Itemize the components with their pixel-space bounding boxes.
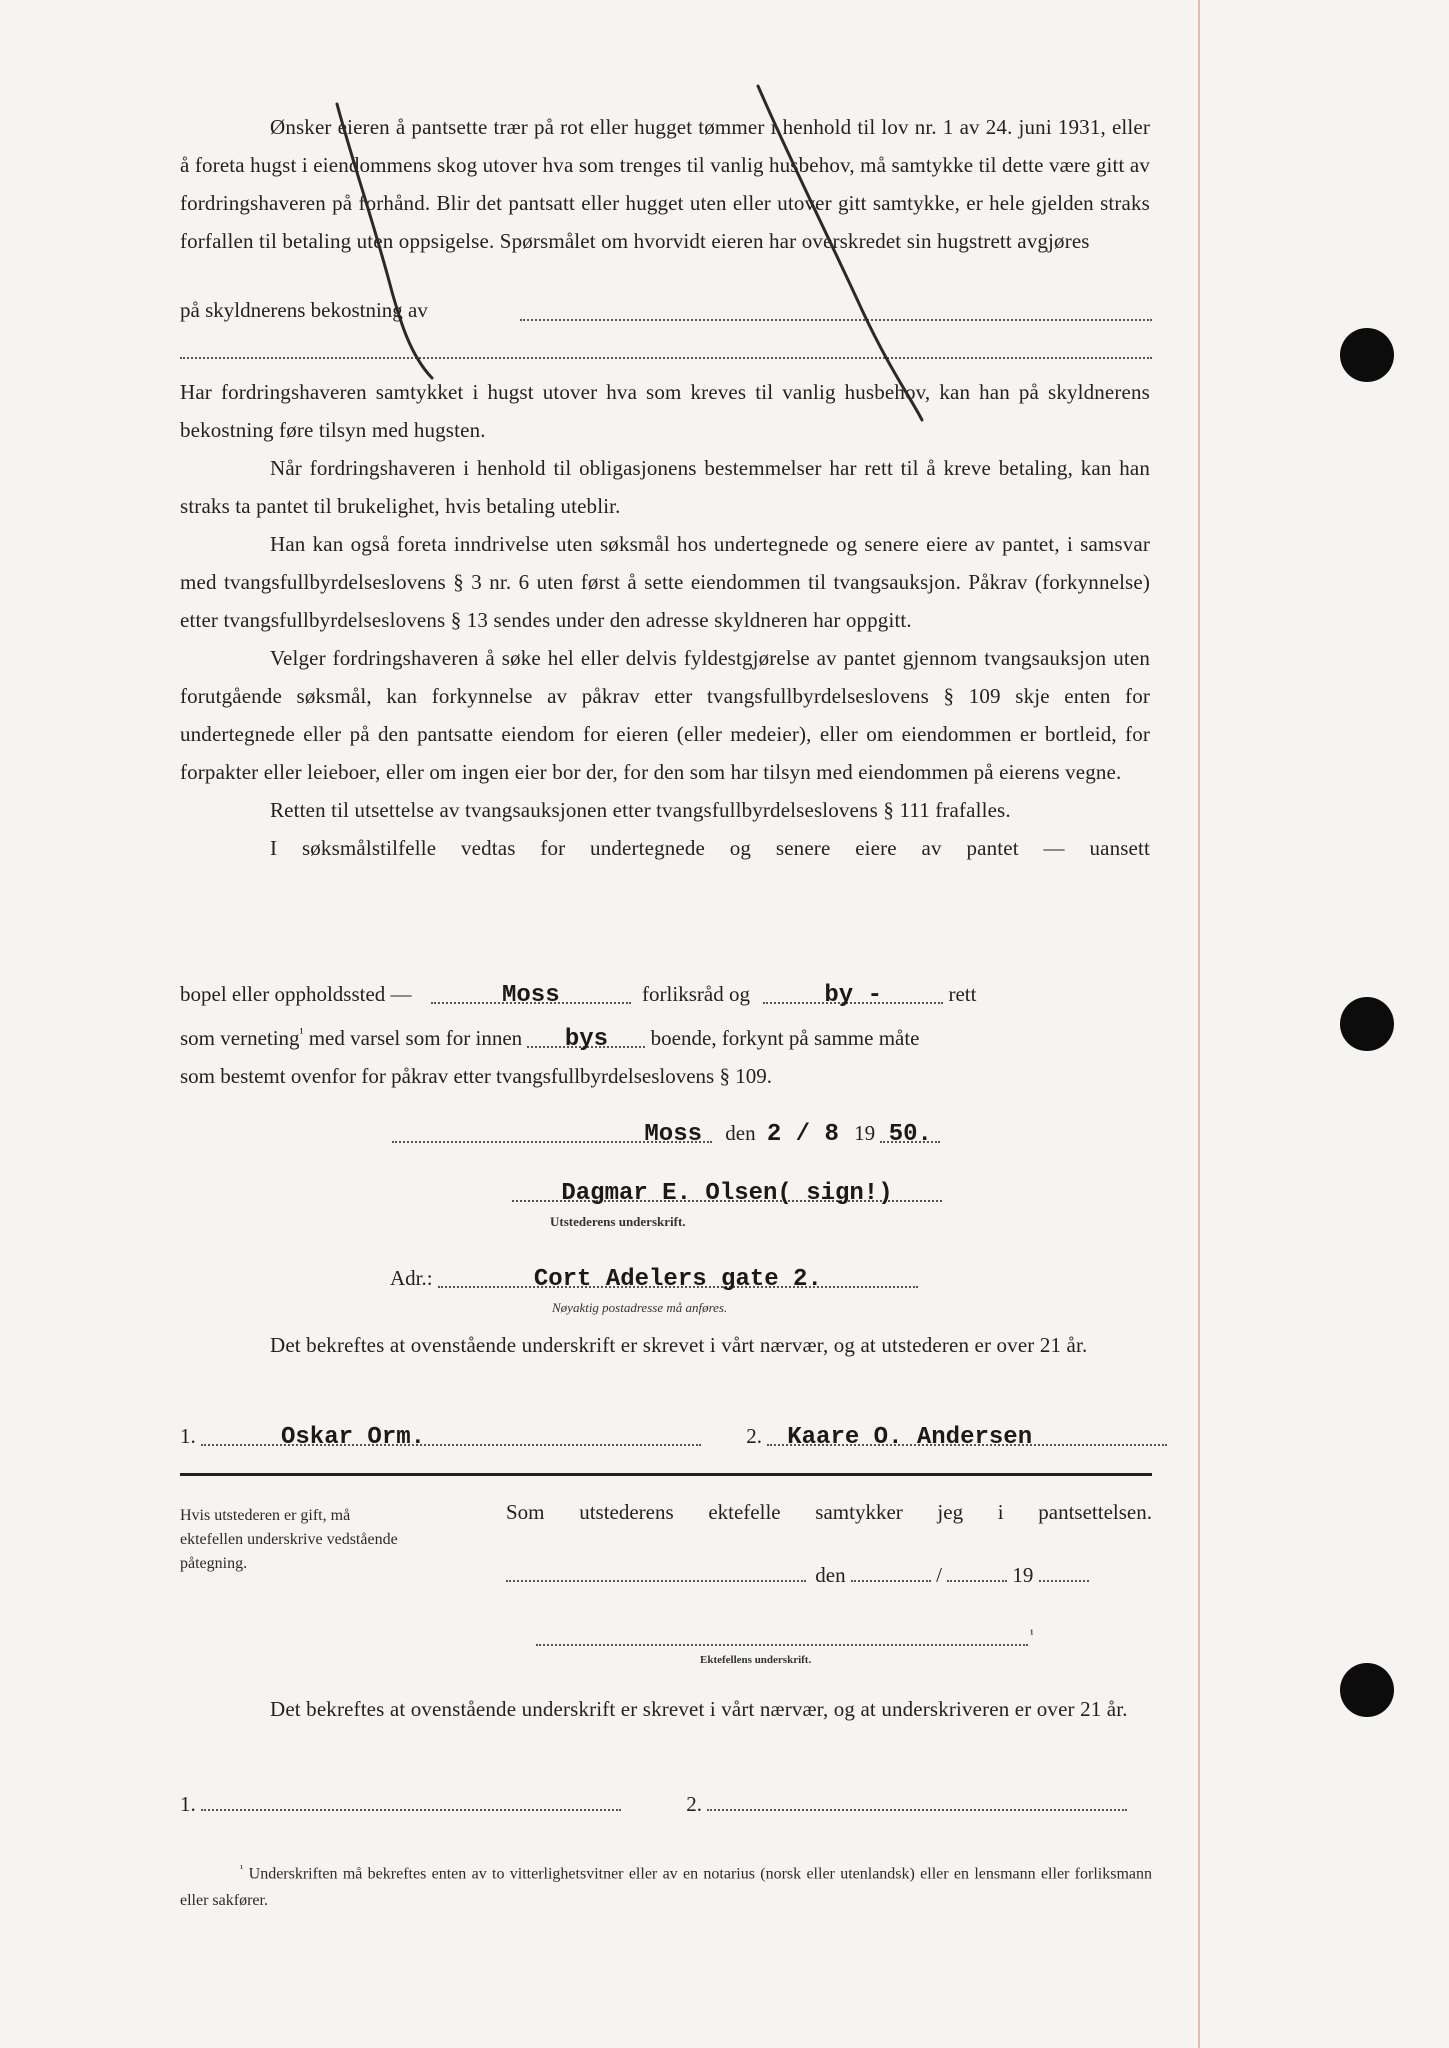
witness-number: 2. [746, 1424, 762, 1448]
strike-stroke-left [337, 104, 432, 378]
spouse-note: Hvis utstederen er gift, må ektefellen underskrive vedstående påtegning. [180, 1507, 398, 1572]
text: den [815, 1563, 846, 1587]
witness-number: 1. [180, 1792, 196, 1816]
paragraph-inndrivelse: Han kan også foreta inndrivelse uten søksmål hos undertegnede og senere eiere av pantet, i samsvar med tvangsfullbyrdelseslovens § 3 nr. 6 uten først å sette eiendommen til tvangsauksjon. Påkrav (forkynnelse) etter tvangsfullbyrdelseslovens § 13 sendes under den adresse skyldneren har oppgitt. [180, 532, 1150, 632]
paragraph-betaling: Når fordringshaveren i henhold til obligasjonens bestemmelser har rett til å kreve betaling, kan han straks ta pantet til brukelighet, hvis betaling uteblir. [180, 456, 1150, 518]
text: som bestemt ovenfor for påkrav etter tvangsfullbyrdelseslovens § 109. [180, 1064, 772, 1088]
address-value: Cort Adelers gate 2. [438, 1266, 918, 1288]
text: / [936, 1563, 942, 1587]
witness-number: 2. [686, 1792, 702, 1816]
footnote-text: Underskriften må bekreftes enten av to vitterlighetsvitner eller av en notarius (norsk eller utenlandsk) eller en lensmann eller forliksmann eller sakfører. [180, 1865, 1153, 1910]
text: med varsel som for innen [308, 1026, 523, 1050]
venue-place: Moss [431, 982, 631, 1004]
text: den [725, 1121, 756, 1145]
text: bopel eller oppholdssted — [180, 982, 412, 1006]
address-caption: Nøyaktig postadresse må anføres. [552, 1300, 728, 1315]
witness-2-name: Kaare O. Andersen [767, 1424, 1167, 1446]
paragraph-text: Ønsker eieren å pantsette trær på rot eller hugget tømmer i henhold til lov nr. 1 av 24. juni 1931, eller å foreta hugst i eiendommens skog utover hva som trenges til vanlig husbehov, må samtykke til dette være gitt av fordringshaveren på forhånd. Blir det pantsatt eller hugget uten eller utover gitt samtykke, er hele gjelden straks forfallen til betaling uten oppsigelse. Spørsmålet om hvorvidt eieren har overskredet sin hugstrett avgjøres [180, 115, 1150, 253]
text: boende, forkynt på samme måte [650, 1026, 920, 1050]
footnote-mark: ¹ [240, 1863, 244, 1875]
paragraph-utsettelse: Retten til utsettelse av tvangsauksjonen etter tvangsfullbyrdelseslovens § 111 frafalles. [270, 798, 1011, 822]
paragraph-text: Det bekreftes at ovenstående underskrift er skrevet i vårt nærvær, og at underskriveren er over 21 år. [270, 1697, 1128, 1721]
witness-number: 1. [180, 1424, 196, 1448]
issuer-signature: Dagmar E. Olsen( sign!) [512, 1180, 942, 1202]
venue-bys: bys [527, 1026, 645, 1048]
footnote-ref: ¹ [1030, 1627, 1034, 1641]
venue-court: by - [763, 982, 943, 1004]
text: som verneting [180, 1026, 300, 1050]
signature-caption: Utstederens underskrift. [550, 1214, 686, 1229]
text: forliksråd og [642, 982, 750, 1006]
text: 19 [1012, 1563, 1034, 1587]
text: på skyldnerens bekostning av [180, 298, 428, 322]
spouse-signature-caption: Ektefellens underskrift. [700, 1654, 812, 1666]
text: 19 [854, 1121, 876, 1145]
paragraph-tvangsauksjon: Velger fordringshaveren å søke hel eller delvis fyldestgjørelse av pantet gjennom tvangsauksjon uten forutgående søksmål, kan forkynnelse av påkrav etter tvangsfullbyrdelseslovens § 109 skje enten for undertegnede eller på den pantsatte eiendom for eieren (eller medeier), eller om eiendommen er bortleid, for forpakter eller leieboer, eller om ingen eier bor der, for den som har tilsyn med eiendommen på eierens vegne. [180, 646, 1150, 784]
paragraph-text: Det bekreftes at ovenstående underskrift er skrevet i vårt nærvær, og at utstederen er over 21 år. [270, 1333, 1088, 1357]
strike-stroke-right [758, 86, 922, 420]
address-label: Adr.: [390, 1266, 433, 1290]
paragraph-tilsyn: Har fordringshaveren samtykket i hugst utover hva som kreves til vanlig husbehov, kan han på skyldnerens bekostning føre tilsyn med hugsten. [180, 380, 1150, 442]
witness-1-name: Oskar Orm. [201, 1424, 701, 1446]
text: rett [948, 982, 977, 1006]
date-place: Moss [392, 1121, 712, 1143]
spouse-consent: Som utstederens ektefelle samtykker jeg i pantsettelsen. [506, 1500, 1152, 1524]
date-day-month: 2 / 8 [766, 1121, 839, 1148]
paragraph-soksmal: I søksmålstilfelle vedtas for undertegnede og senere eiere av pantet — uansett [270, 836, 1150, 860]
date-year: 50. [880, 1121, 940, 1143]
footnote-ref: ¹ [299, 1025, 304, 1040]
